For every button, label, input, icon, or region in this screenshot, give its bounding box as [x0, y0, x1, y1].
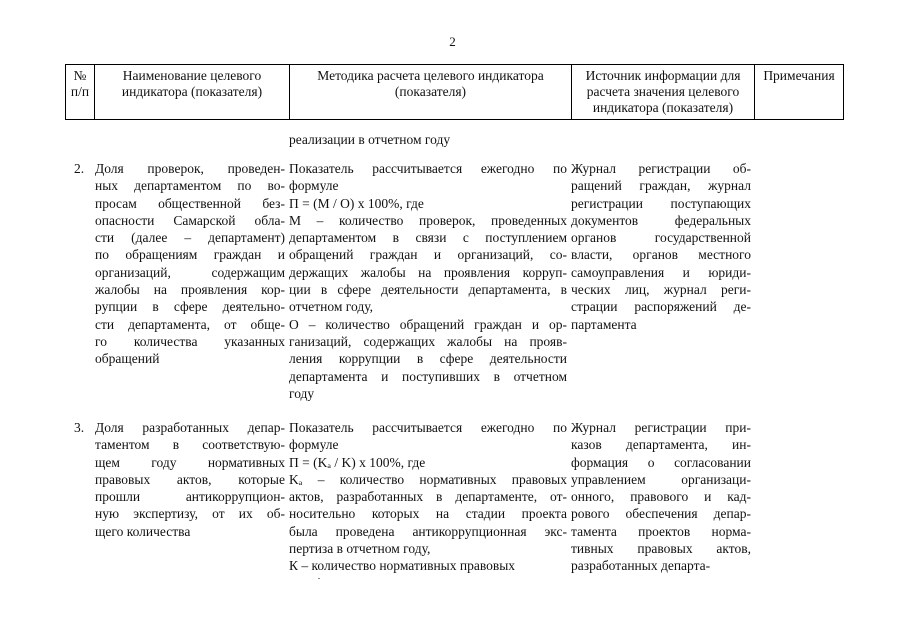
method-line: году: [289, 385, 315, 401]
indicator-name: [95, 419, 285, 540]
header-indicator-name: Наименование целевого индикатора (показателя): [95, 65, 290, 120]
source-line: партамента: [571, 316, 637, 332]
source-line: власти, органов местного: [571, 247, 751, 263]
source-line: управлением организаци-: [571, 471, 751, 487]
name-line: жалобы на проявления кор-: [95, 282, 285, 298]
method-line: ции в сфере деятельности департамента, в: [289, 282, 567, 298]
calculation-method: [289, 419, 567, 575]
name-line: ных департаментом по во-: [95, 178, 285, 194]
source-line: разработанных департа-: [571, 558, 711, 574]
method-line: Показатель рассчитывается ежегодно по: [289, 420, 567, 435]
table-header: [65, 64, 844, 120]
source-line: онного, правового и кад-: [571, 489, 751, 505]
continuation-text: реализации в отчетном году: [289, 132, 451, 147]
method-line: М – количество проверок, проведенных: [289, 212, 567, 228]
source-line: регистрации поступающих: [571, 195, 751, 211]
method-line: ганизаций, содержащих жалобы на прояв-: [289, 333, 567, 349]
method-line: обращений граждан и организаций, со-: [289, 247, 567, 263]
name-line: щем году нормативных: [95, 454, 285, 470]
calculation-method: [289, 160, 567, 402]
method-line: была проведена антикоррупционная экс-: [289, 523, 567, 539]
source-line: рового обеспечения депар-: [571, 506, 751, 522]
indicator-name: [95, 160, 285, 368]
source-line: ческих лиц, журнал реги-: [571, 282, 751, 298]
name-line: опасности Самарской обла-: [95, 212, 285, 228]
name-line: сти департамента, от обще-: [95, 316, 285, 332]
source-line: органов государственной: [571, 230, 751, 246]
row-number: 2.: [74, 161, 85, 176]
source-line: Журнал регистрации при-: [571, 420, 751, 435]
name-line: обращений: [95, 351, 160, 367]
name-line: просам общественной без-: [95, 195, 285, 211]
name-line: щего количества: [95, 523, 191, 539]
name-line: Доля проверок, проведен-: [95, 161, 285, 176]
method-line: актов, разработанных в департаменте, от-: [289, 489, 567, 505]
method-line: О – количество обращений граждан и ор-: [289, 316, 567, 332]
name-line: сти (далее – департамент): [95, 230, 285, 246]
header-notes: Примечания: [755, 65, 844, 120]
source-line: Журнал регистрации об-: [571, 161, 751, 176]
method-line: П = (М / О) х 100%, где: [289, 195, 424, 211]
name-line: ную экспертизу, от их об-: [95, 506, 285, 522]
scan-speck: [318, 578, 320, 579]
source-line: документов федеральных: [571, 212, 751, 228]
method-line: Kₐ – количество нормативных правовых: [289, 471, 567, 487]
name-line: правовых актов, которые: [95, 471, 285, 487]
source-line: самоуправления и юриди-: [571, 264, 751, 280]
header-information-source: Источник информации для расчета значения целевого индикатора (показателя): [572, 65, 755, 120]
page-number: 2: [449, 34, 456, 49]
header-calculation-method: Методика расчета целевого индикатора (показателя): [290, 65, 572, 120]
source-line: казов департамента, ин-: [571, 437, 751, 453]
name-line: го количества указанных: [95, 333, 285, 349]
method-line: Показатель рассчитывается ежегодно по: [289, 161, 567, 176]
name-line: организаций, содержащим: [95, 264, 285, 280]
method-line: пертиза в отчетном году,: [289, 541, 431, 557]
name-line: таментом в соответствую-: [95, 437, 285, 453]
name-line: прошли антикоррупцион-: [95, 489, 285, 505]
name-line: рупции в сфере деятельно-: [95, 299, 285, 315]
row-number: 3.: [74, 420, 85, 435]
method-line: департаментом в связи с поступлением: [289, 230, 567, 246]
source-line: формация о согласовании: [571, 454, 751, 470]
method-line: держащих жалобы на проявления корруп-: [289, 264, 567, 280]
method-line: формуле: [289, 178, 339, 194]
information-source: [571, 419, 751, 575]
source-line: тамента проектов норма-: [571, 523, 751, 539]
name-line: Доля разработанных депар-: [95, 420, 285, 435]
source-line: страции распоряжений де-: [571, 299, 751, 315]
method-line: отчетном году,: [289, 299, 373, 315]
source-line: ращений граждан, журнал: [571, 178, 751, 194]
method-line: формуле: [289, 437, 339, 453]
name-line: по обращениям граждан и: [95, 247, 285, 263]
method-line: ления коррупции в сфере деятельности: [289, 351, 567, 367]
method-line: департамента и поступивших в отчетном: [289, 368, 567, 384]
method-line: П = (Kₐ / K) x 100%, где: [289, 454, 426, 470]
method-line: носительно которых на стадии проекта: [289, 506, 567, 522]
header-number: № п/п: [66, 65, 95, 120]
method-line: К – количество нормативных правовых: [289, 558, 516, 574]
source-line: тивных правовых актов,: [571, 541, 751, 557]
information-source: [571, 160, 751, 333]
